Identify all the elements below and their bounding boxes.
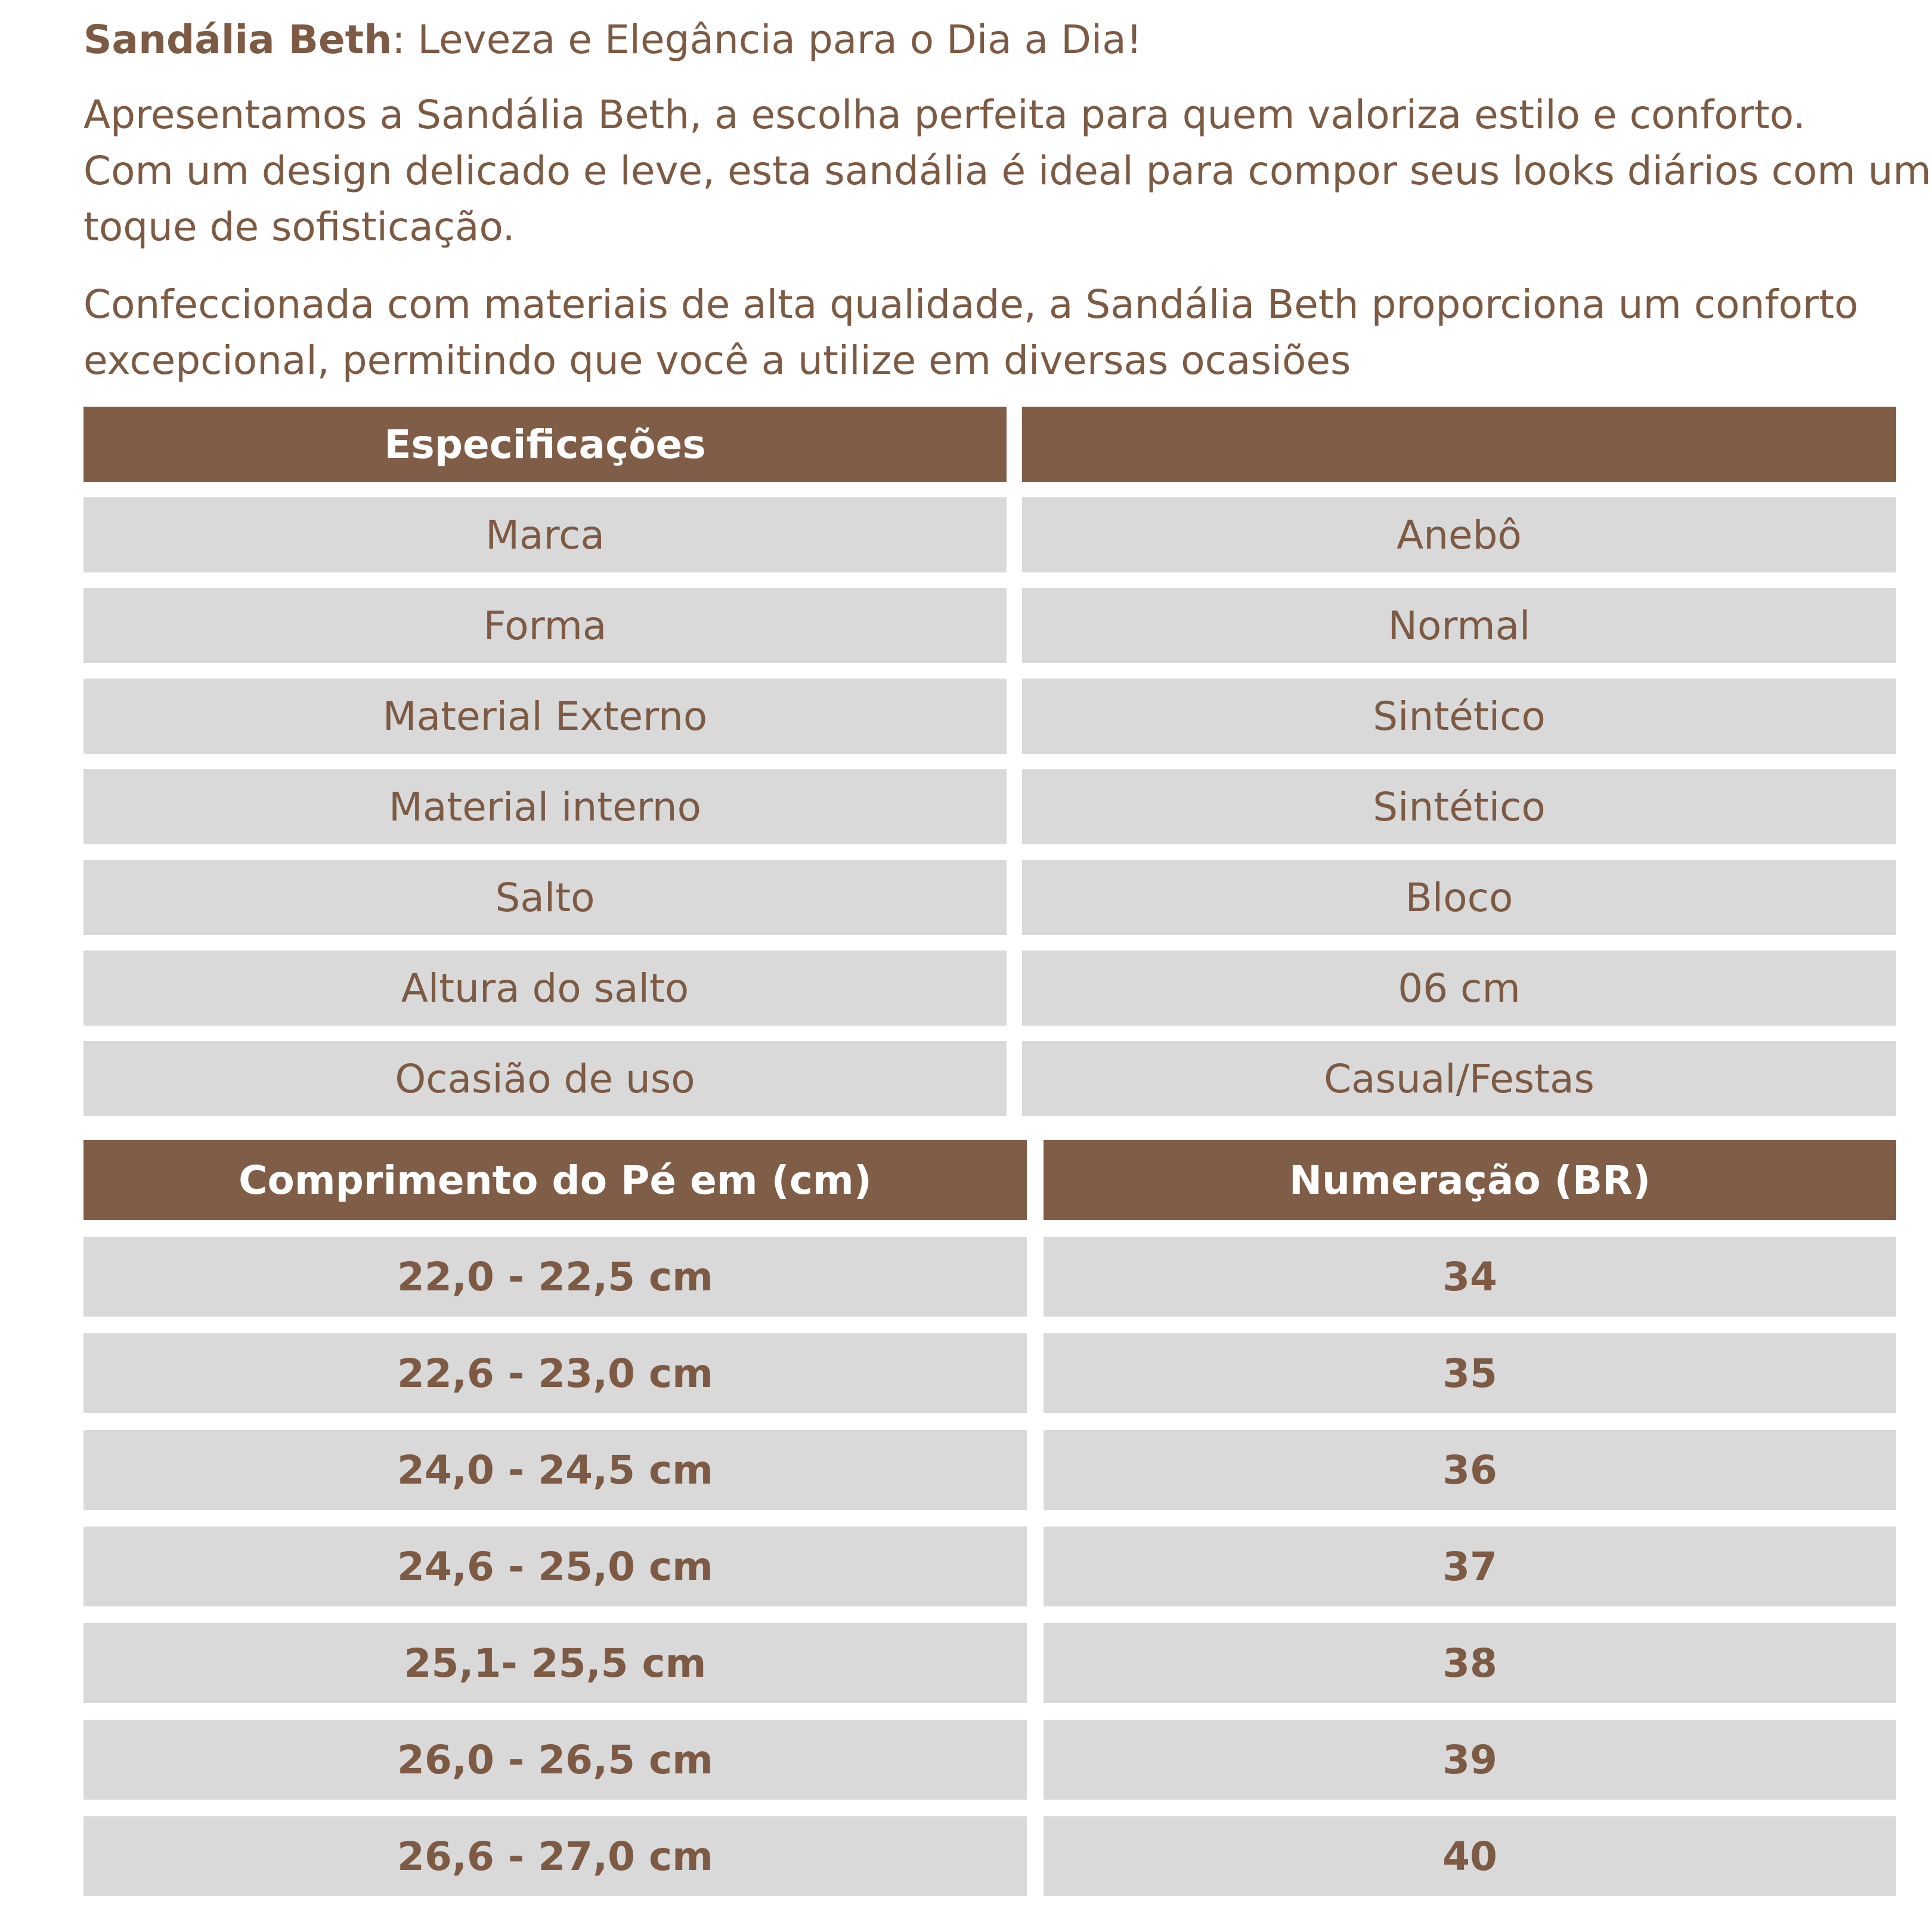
spec-label: Ocasião de uso	[83, 1041, 1007, 1116]
spec-value: Sintético	[1022, 769, 1896, 844]
spec-value: 06 cm	[1022, 950, 1896, 1026]
product-headline	[83, 12, 1860, 68]
spec-value: Anebô	[1022, 497, 1896, 572]
header-cell-empty	[1022, 407, 1896, 482]
intro-paragraph	[83, 87, 1931, 255]
table-row	[83, 679, 1896, 754]
table-row	[83, 1041, 1896, 1116]
header-cell-foot-length: Comprimento do Pé em (cm)	[83, 1140, 1027, 1220]
intro-line: Apresentamos a Sandália Beth, a escolha perfeita para quem valoriza estilo e conforto.	[83, 92, 1806, 138]
spec-value: Bloco	[1022, 860, 1896, 935]
foot-length-cell: 26,6 - 27,0 cm	[83, 1816, 1027, 1896]
size-number-cell: 37	[1044, 1527, 1896, 1606]
foot-length-cell: 22,6 - 23,0 cm	[83, 1333, 1027, 1413]
size-number-cell: 36	[1044, 1430, 1896, 1510]
spec-label: Salto	[83, 860, 1007, 935]
table-row	[83, 1816, 1896, 1896]
table-header-row	[83, 1140, 1896, 1220]
header-cell-specifications: Especificações	[83, 407, 1007, 482]
spec-label: Altura do salto	[83, 950, 1007, 1026]
table-row	[83, 769, 1896, 844]
foot-length-cell: 26,0 - 26,5 cm	[83, 1720, 1027, 1800]
table-row	[83, 950, 1896, 1026]
spec-label: Marca	[83, 497, 1007, 572]
table-row	[83, 1720, 1896, 1800]
header-cell-size-br: Numeração (BR)	[1044, 1140, 1896, 1220]
foot-length-cell: 24,0 - 24,5 cm	[83, 1430, 1027, 1510]
size-number-cell: 40	[1044, 1816, 1896, 1896]
spec-label: Material Externo	[83, 679, 1007, 754]
spec-value: Normal	[1022, 588, 1896, 663]
table-row	[83, 1623, 1896, 1703]
table-row	[83, 860, 1896, 935]
spec-label: Material interno	[83, 769, 1007, 844]
table-row	[83, 1430, 1896, 1510]
size-chart-table	[83, 1140, 1896, 1913]
foot-length-cell: 24,6 - 25,0 cm	[83, 1527, 1027, 1606]
materials-line: excepcional, permitindo que você a utilize em diversas ocasiões	[83, 338, 1351, 383]
foot-length-cell: 22,0 - 22,5 cm	[83, 1237, 1027, 1317]
size-number-cell: 35	[1044, 1333, 1896, 1413]
size-number-cell: 38	[1044, 1623, 1896, 1703]
materials-paragraph	[83, 277, 1860, 389]
product-name: Sandália Beth	[83, 17, 392, 63]
foot-length-cell: 25,1- 25,5 cm	[83, 1623, 1027, 1703]
intro-line: Com um design delicado e leve, esta sandália é ideal para compor seus looks diários com um	[83, 148, 1931, 194]
table-header-row	[83, 407, 1896, 482]
table-row	[83, 1237, 1896, 1317]
size-number-cell: 34	[1044, 1237, 1896, 1317]
table-row	[83, 497, 1896, 572]
table-row	[83, 1333, 1896, 1413]
materials-line: Confeccionada com materiais de alta qualidade, a Sandália Beth proporciona um conforto	[83, 281, 1859, 327]
spec-value: Casual/Festas	[1022, 1041, 1896, 1116]
spec-label: Forma	[83, 588, 1007, 663]
intro-line: toque de sofisticação.	[83, 204, 515, 250]
spec-value: Sintético	[1022, 679, 1896, 754]
table-row	[83, 588, 1896, 663]
size-number-cell: 39	[1044, 1720, 1896, 1800]
table-row	[83, 1527, 1896, 1606]
headline-text: : Leveza e Elegância para o Dia a Dia!	[392, 17, 1143, 63]
specifications-table	[83, 407, 1896, 1132]
